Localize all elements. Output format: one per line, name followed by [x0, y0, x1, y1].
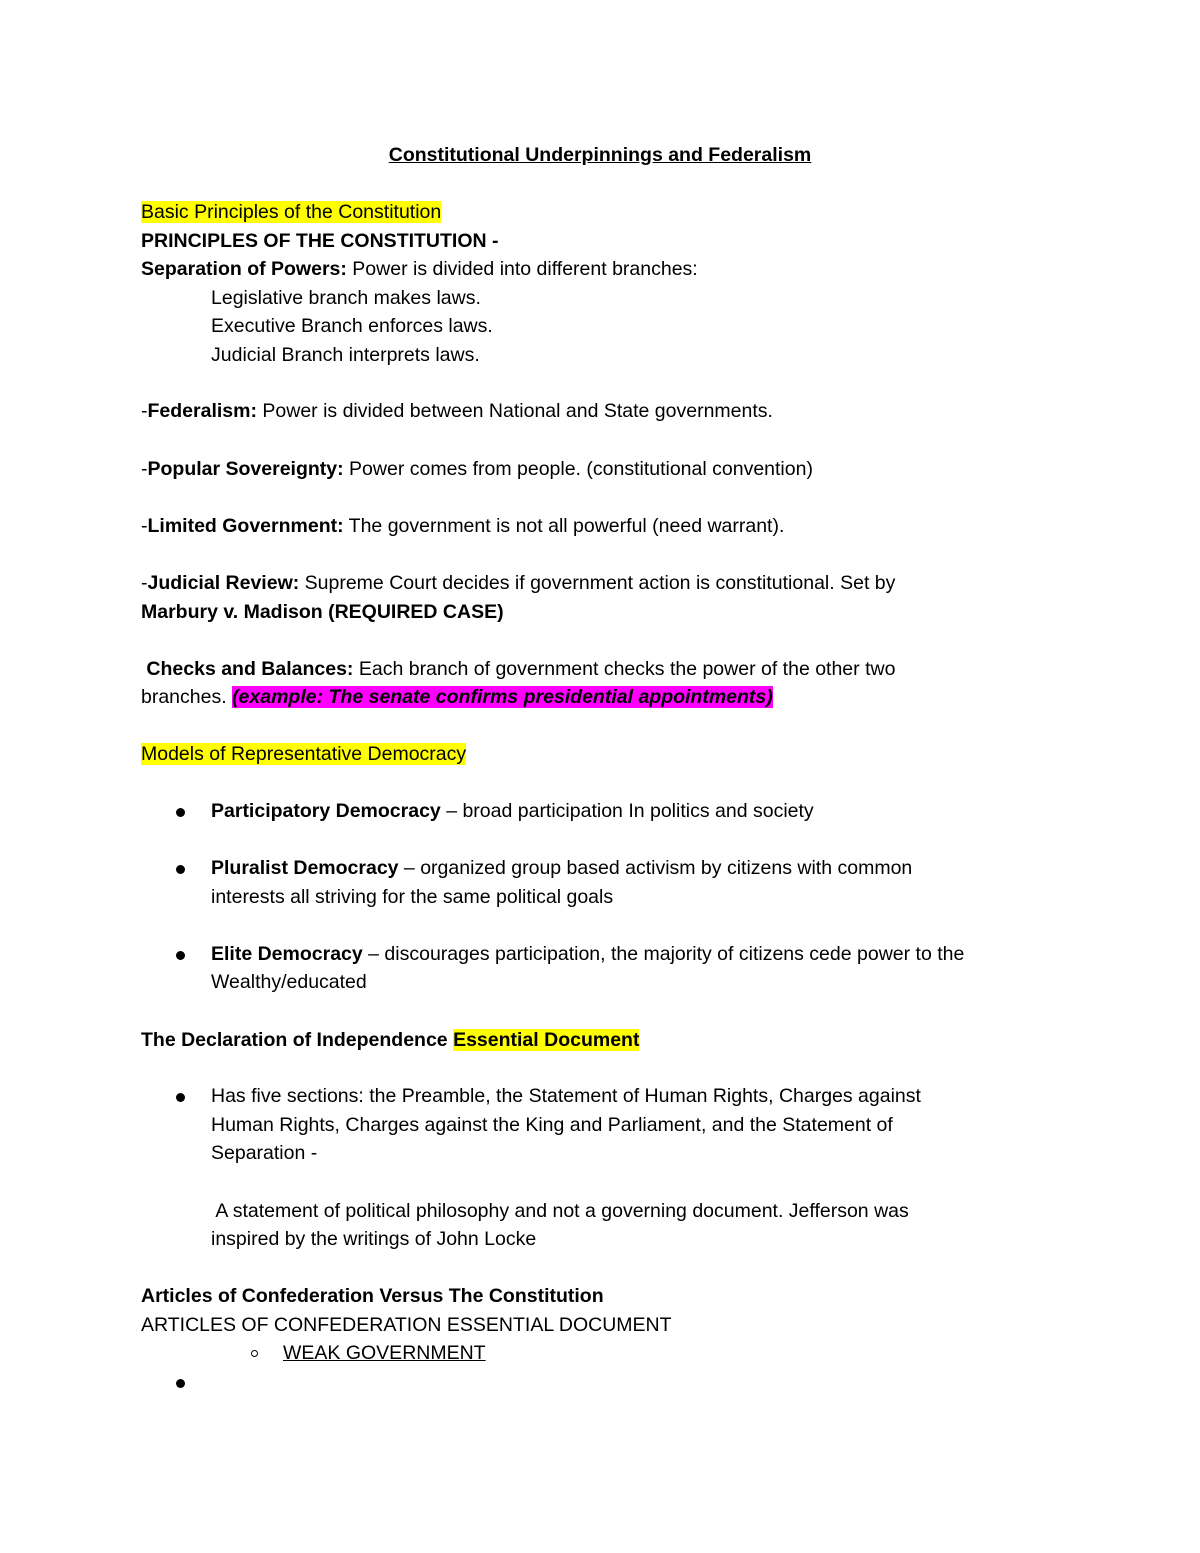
- popular-sovereignty-line: -Popular Sovereignty: Power comes from people. (constitutional convention): [141, 458, 813, 480]
- bullet-icon: [176, 865, 185, 874]
- bullet-icon: [176, 951, 185, 960]
- list-item-pluralist: Pluralist Democracy – organized group based activism by citizens with common: [211, 857, 913, 879]
- separation-of-powers-line: Separation of Powers: Power is divided into different branches:: [141, 258, 698, 280]
- articles-subheading: ARTICLES OF CONFEDERATION ESSENTIAL DOCUMENT: [141, 1314, 672, 1336]
- branch-judicial: Judicial Branch interprets laws.: [211, 344, 480, 366]
- bullet-icon: [176, 1093, 185, 1102]
- branch-legislative: Legislative branch makes laws.: [211, 287, 481, 309]
- section-heading-declaration: The Declaration of Independence Essential Document: [141, 1029, 640, 1051]
- list-item-participatory: Participatory Democracy – broad participation In politics and society: [211, 800, 814, 822]
- list-item-elite-cont: Wealthy/educated: [211, 971, 367, 993]
- document-title: Constitutional Underpinnings and Federalism: [388, 144, 812, 166]
- list-item-pluralist-cont: interests all striving for the same political goals: [211, 886, 614, 908]
- bullet-icon: [176, 808, 185, 817]
- checks-and-balances-line: Checks and Balances: Each branch of government checks the power of the other two: [141, 658, 896, 680]
- branch-executive: Executive Branch enforces laws.: [211, 315, 493, 337]
- declaration-para-line-2: inspired by the writings of John Locke: [211, 1228, 537, 1250]
- principles-subheading: PRINCIPLES OF THE CONSTITUTION -: [141, 230, 499, 252]
- senate-example-highlight: (example: The senate confirms presidential appointments): [232, 686, 773, 708]
- declaration-bullet-line-2: Human Rights, Charges against the King and Parliament, and the Statement of: [211, 1114, 893, 1136]
- hollow-bullet-icon: [251, 1350, 258, 1357]
- federalism-line: -Federalism: Power is divided between National and State governments.: [141, 400, 773, 422]
- weak-government-item: WEAK GOVERNMENT: [283, 1342, 486, 1364]
- list-item-elite: Elite Democracy – discourages participation, the majority of citizens cede power to the: [211, 943, 965, 965]
- essential-document-highlight: Essential Document: [453, 1029, 640, 1051]
- marbury-case-line: Marbury v. Madison (REQUIRED CASE): [141, 601, 504, 623]
- limited-government-line: -Limited Government: The government is not all powerful (need warrant).: [141, 515, 785, 537]
- checks-and-balances-example-line: branches. (example: The senate confirms presidential appointments): [141, 686, 773, 708]
- declaration-para-line-1: A statement of political philosophy and not a governing document. Jefferson was: [211, 1200, 909, 1222]
- section-heading-articles: Articles of Confederation Versus The Constitution: [141, 1285, 604, 1307]
- declaration-bullet-line-3: Separation -: [211, 1142, 318, 1164]
- section-heading-representative-democracy: Models of Representative Democracy: [141, 743, 467, 765]
- declaration-bullet-line-1: Has five sections: the Preamble, the Statement of Human Rights, Charges against: [211, 1085, 921, 1107]
- section-heading-basic-principles: Basic Principles of the Constitution: [141, 201, 442, 223]
- judicial-review-line: -Judicial Review: Supreme Court decides if government action is constitutional. Set by: [141, 572, 896, 594]
- bullet-icon: [176, 1379, 185, 1388]
